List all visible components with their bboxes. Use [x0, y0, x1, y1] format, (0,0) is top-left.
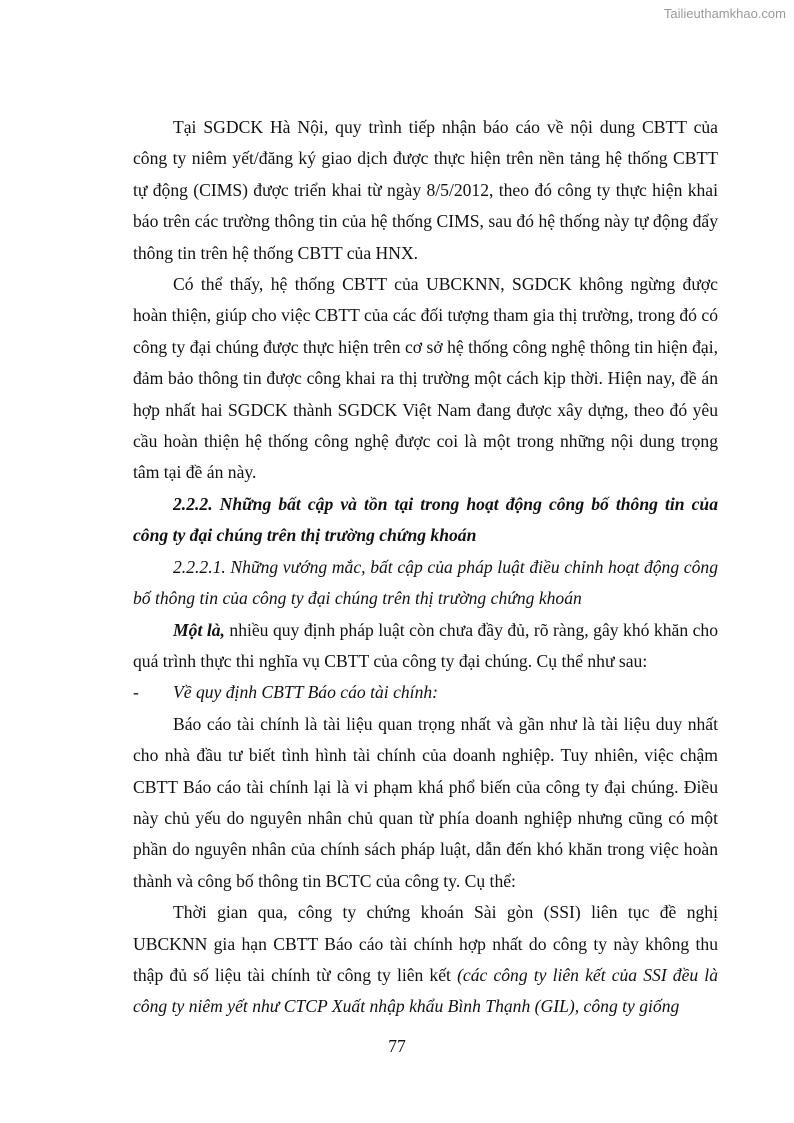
dash-list-item: [133, 677, 718, 708]
paragraph-mot-la: [133, 615, 718, 678]
section-heading-2-2-2: 2.2.2. Những bất cập và tồn tại trong hoạt động công bố thông tin của công ty đại chúng trên thị trường chứng khoán: [133, 493, 718, 546]
paragraph-bao-cao-tai-chinh: Báo cáo tài chính là tài liệu quan trọng nhất và gần như là tài liệu duy nhất cho nhà đầu tư biết tình hình tài chính của doanh nghiệp. Tuy nhiên, việc chậm CBTT Báo cáo tài chính lại là vi phạm khá phổ biến của công ty đại chúng. Điều này chủ yếu do nguyên nhân chủ quan từ phía doanh nghiệp nhưng cũng có một phần do nguyên nhân của chính sách pháp luật, dẫn đến khó khăn trong việc hoàn thành và công bố thông tin BCTC của công ty. Cụ thể:: [133, 713, 718, 891]
paragraph-ssi-italic: (các công ty liên kết của SSI đều là công ty niêm yết như CTCP Xuất nhập khẩu Bình Thạnh (GIL), công ty giống: [133, 964, 718, 1017]
document-body: [133, 112, 718, 1023]
page-number: 77: [388, 1036, 406, 1056]
paragraph-hnx-cims: Tại SGDCK Hà Nội, quy trình tiếp nhận báo cáo về nội dung CBTT của công ty niêm yết/đăng ký giao dịch được thực hiện trên nền tảng hệ thống CBTT tự động (CIMS) được triển khai từ ngày 8/5/2012, theo đó công ty thực hiện khai báo trên các trường thông tin của hệ thống CIMS, sau đó hệ thống này tự động đẩy thông tin trên hệ thống CBTT của HNX.: [133, 117, 718, 263]
watermark: Tailieuthamkhao.com: [663, 6, 786, 21]
dash-bullet: -: [133, 682, 139, 703]
paragraph-ssi-text: Thời gian qua, công ty chứng khoán Sài gòn (SSI) liên tục đề nghị UBCKNN gia hạn CBTT Báo cáo tài chính hợp nhất do công ty này không thu thập đủ số liệu tài chính từ công ty liên kết: [133, 902, 718, 985]
subsection-heading-2-2-2-1: 2.2.2.1. Những vướng mắc, bất cập của pháp luật điều chỉnh hoạt động công bố thông tin của công ty đại chúng trên thị trường chứng khoán: [133, 556, 718, 609]
paragraph-ssi: [133, 897, 718, 1023]
paragraph-lead-mot-la: Một là,: [173, 619, 225, 640]
paragraph-cbtt-system: Có thể thấy, hệ thống CBTT của UBCKNN, SGDCK không ngừng được hoàn thiện, giúp cho việc CBTT của các đối tượng tham gia thị trường, trong đó có công ty đại chúng được thực hiện trên cơ sở hệ thống công nghệ thông tin hiện đại, đảm bảo thông tin được công khai ra thị trường một cách kịp thời. Hiện nay, đề án hợp nhất hai SGDCK thành SGDCK Việt Nam đang được xây dựng, theo đó yêu cầu hoàn thiện hệ thống công nghệ được coi là một trong những nội dung trọng tâm tại đề án này.: [133, 274, 718, 483]
dash-list-item-text: Về quy định CBTT Báo cáo tài chính:: [173, 682, 439, 703]
paragraph-mot-la-text: nhiều quy định pháp luật còn chưa đầy đủ, rõ ràng, gây khó khăn cho quá trình thực thi nghĩa vụ CBTT của công ty đại chúng. Cụ thể như sau:: [133, 619, 718, 671]
